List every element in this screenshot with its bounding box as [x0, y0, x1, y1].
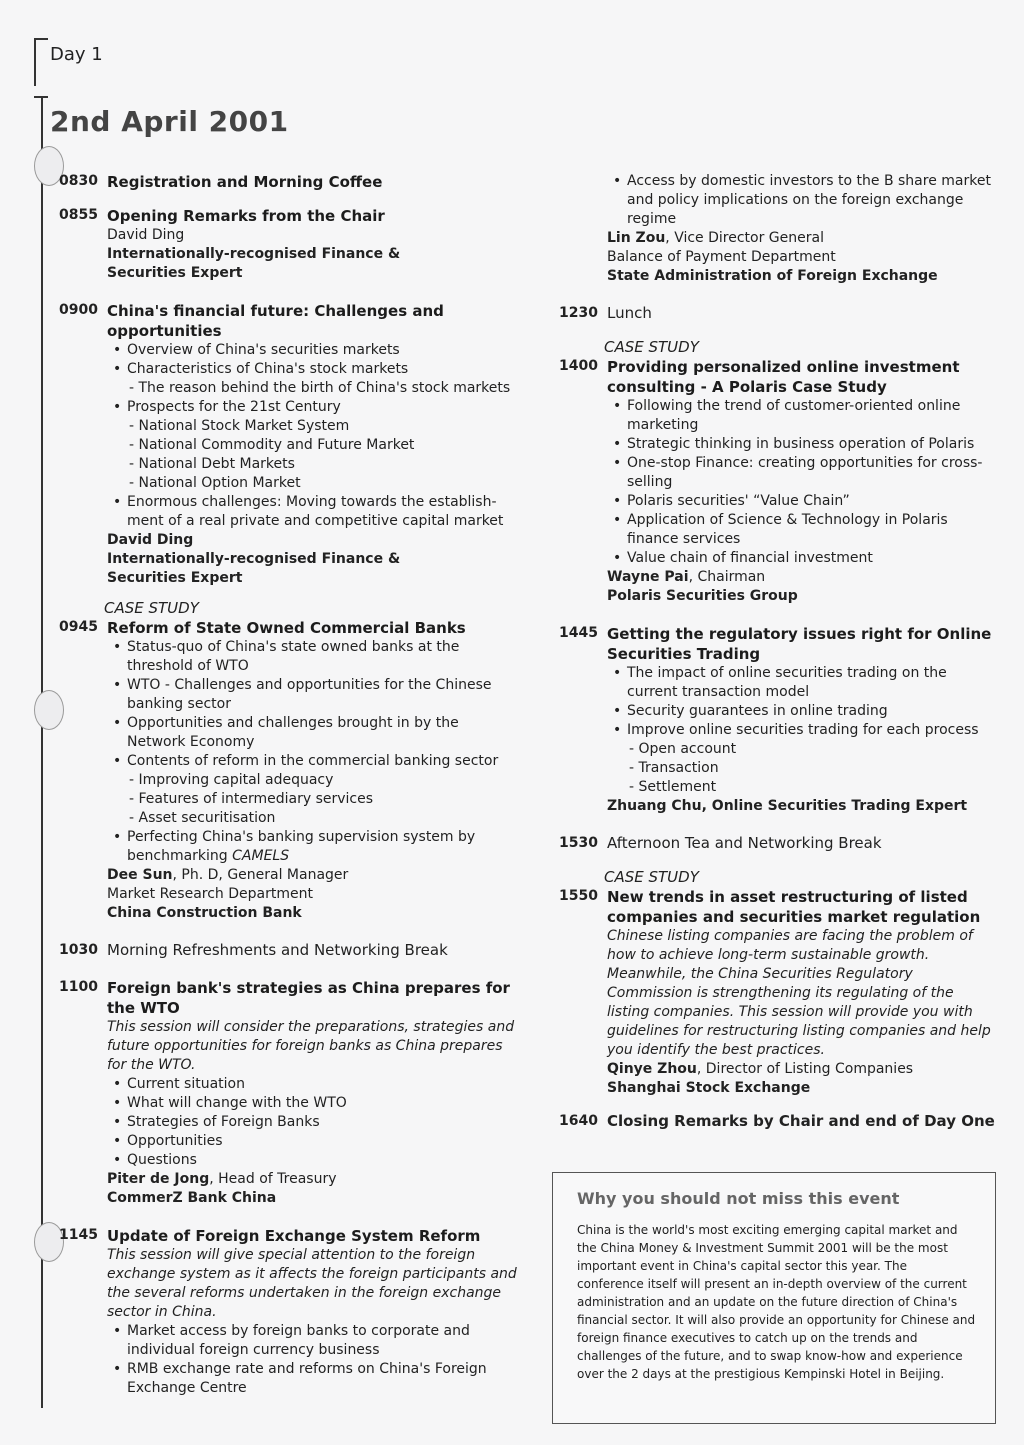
session-1640	[540, 1112, 995, 1131]
speaker-department: Balance of Payment Department	[607, 249, 836, 265]
speaker-name: Zhuang Chu, Online Securities Trading Expert	[607, 798, 968, 814]
session-1030	[40, 941, 520, 960]
speaker-name: David Ding	[107, 532, 194, 548]
speaker-role: , Director of Listing Companies	[696, 1061, 914, 1077]
case-study-label: CASE STUDY	[104, 599, 199, 617]
session-title: Providing personalized online investment consulting - A Polaris Case Study	[607, 358, 960, 396]
promo-title: Why you should not miss this event	[577, 1189, 900, 1208]
session-1530	[540, 834, 995, 853]
session-description: This session will consider the preparations, strategies and future opportunities for foreign banks as China prepares for the WTO.	[107, 1019, 515, 1073]
list-item: • Current situation	[127, 1075, 520, 1094]
session-title: Lunch	[607, 304, 652, 322]
topic-list	[607, 664, 995, 797]
list-item: • Opportunities	[127, 1132, 520, 1151]
list-item: • Market access by foreign banks to corporate and individual foreign currency business	[127, 1322, 520, 1360]
list-item: • What will change with the WTO	[127, 1094, 520, 1113]
sub-item: - The reason behind the birth of China's stock markets	[129, 380, 511, 396]
case-study-label: CASE STUDY	[604, 868, 699, 886]
list-item: • Contents of reform in the commercial banking sector	[127, 752, 520, 771]
speaker-role: Internationally-recognised Finance & Securities Expert	[107, 246, 401, 281]
sub-item: - National Commodity and Future Market	[129, 437, 415, 453]
list-item: • RMB exchange rate and reforms on China's Foreign Exchange Centre	[127, 1360, 520, 1398]
sub-item: - Asset securitisation	[129, 810, 276, 826]
left-column	[40, 172, 520, 1398]
list-item: • Overview of China's securities markets	[127, 341, 520, 360]
list-item-italic: CAMELS	[232, 848, 290, 864]
list-item: • Access by domestic investors to the B share market and policy implications on the foreign exchange regime	[627, 172, 995, 229]
session-0830	[40, 172, 520, 192]
session-time: 1030	[59, 942, 98, 958]
session-time: 1445	[559, 625, 598, 641]
session-time: 1530	[559, 835, 598, 851]
speaker-role: Internationally-recognised Finance & Securities Expert	[107, 551, 401, 586]
speaker-name: Dee Sun	[107, 867, 173, 883]
speaker-organisation: Shanghai Stock Exchange	[607, 1080, 811, 1096]
topic-list	[107, 1075, 520, 1170]
speaker-organisation: China Construction Bank	[107, 905, 302, 921]
speaker-name: David Ding	[107, 227, 185, 243]
session-0855	[40, 206, 520, 283]
session-time: 1100	[59, 979, 98, 995]
speaker-role: , Vice Director General	[665, 230, 824, 246]
session-description: Chinese listing companies are facing the problem of how to achieve long-term sustainable growth. Meanwhile, the China Securities Regulatory Commission is strengthening its regulating of the listing companies. This session will provide you with guidelines for restructuring listing companies and help you identify the best practices.	[607, 928, 991, 1058]
speaker-name: Piter de Jong	[107, 1171, 210, 1187]
sub-item: - Features of intermediary services	[129, 791, 374, 807]
speaker-role: , Head of Treasury	[209, 1171, 337, 1187]
session-title: Closing Remarks by Chair and end of Day One	[607, 1112, 995, 1130]
list-item: • Security guarantees in online trading	[627, 702, 995, 721]
session-title: Afternoon Tea and Networking Break	[607, 834, 882, 852]
session-time: 1550	[559, 888, 598, 904]
sub-item: - National Stock Market System	[129, 418, 350, 434]
day-label: Day 1	[50, 44, 103, 65]
list-item: • Questions	[127, 1151, 520, 1170]
list-item: • Opportunities and challenges brought in by the Network Economy	[127, 714, 520, 752]
list-item: • Characteristics of China's stock markets	[127, 360, 520, 379]
session-title: Getting the regulatory issues right for Online Securities Trading	[607, 625, 992, 663]
sub-item: - Open account	[629, 741, 737, 757]
speaker-role: , Ph. D, General Manager	[172, 867, 349, 883]
session-title: Update of Foreign Exchange System Reform	[107, 1227, 481, 1245]
session-title: New trends in asset restructuring of listed companies and securities market regulation	[607, 888, 981, 926]
session-1230	[540, 304, 995, 323]
promo-box	[552, 1172, 996, 1424]
session-title: China's financial future: Challenges and opportunities	[107, 302, 444, 340]
list-item: • Value chain of financial investment	[627, 549, 995, 568]
speaker-organisation: CommerZ Bank China	[107, 1190, 277, 1206]
speaker-organisation: State Administration of Foreign Exchange	[607, 268, 938, 284]
session-time: 0830	[59, 173, 98, 189]
sub-item: - Transaction	[629, 760, 719, 776]
session-time: 1145	[59, 1227, 98, 1243]
promo-text: China is the world's most exciting emerging capital market and the China Money & Investment Summit 2001 will be the most important event in China's capital sector this year. The conference itself will present an in-depth overview of the current administration and an update on the future direction of China's financial sector. It will also provide an opportunity for Chinese and foreign finance executives to catch up on the trends and challenges of the future, and to swap know-how and experience over the 2 days at the prestigious Kempinski Hotel in Beijing.	[577, 1223, 976, 1381]
topic-list	[107, 341, 520, 531]
session-1145-continued	[540, 172, 995, 286]
list-item: • Strategic thinking in business operation of Polaris	[627, 435, 995, 454]
session-0900	[40, 301, 520, 588]
sub-item: - National Debt Markets	[129, 456, 295, 472]
sub-item: - Improving capital adequacy	[129, 772, 334, 788]
list-item: • Application of Science & Technology in Polaris finance services	[627, 511, 995, 549]
session-time: 0855	[59, 207, 98, 223]
list-item: • Strategies of Foreign Banks	[127, 1113, 520, 1132]
topic-list	[107, 638, 520, 866]
list-item: • One-stop Finance: creating opportunities for cross-selling	[627, 454, 995, 492]
session-time: 0900	[59, 302, 98, 318]
speaker-role: , Chairman	[688, 569, 766, 585]
topic-list	[107, 1322, 520, 1398]
session-title: Morning Refreshments and Networking Break	[107, 941, 448, 959]
speaker-name: Wayne Pai	[607, 569, 689, 585]
list-item: • Following the trend of customer-oriented online marketing	[627, 397, 995, 435]
session-title: Opening Remarks from the Chair	[107, 207, 385, 225]
list-item-text: Perfecting China's banking supervision system by benchmarking	[127, 829, 476, 864]
topic-list	[607, 397, 995, 568]
session-description: This session will give special attention to the foreign exchange system as it affects the foreign participants and the several reforms undertaken in the foreign exchange sector in China.	[107, 1247, 517, 1320]
session-1445	[540, 624, 995, 816]
session-time: 0945	[59, 619, 98, 635]
list-item: • Enormous challenges: Moving towards the establish-ment of a real private and competitive capital market	[127, 493, 520, 531]
session-title: Reform of State Owned Commercial Banks	[107, 619, 466, 637]
speaker-name: Qinye Zhou	[607, 1061, 697, 1077]
session-title: Foreign bank's strategies as China prepares for the WTO	[107, 979, 510, 1017]
speaker-department: Market Research Department	[107, 886, 313, 902]
case-study-label: CASE STUDY	[604, 338, 699, 356]
session-1550	[540, 887, 995, 1098]
list-item: • Polaris securities' “Value Chain”	[627, 492, 995, 511]
list-item: • The impact of online securities trading on the current transaction model	[627, 664, 995, 702]
session-time: 1230	[559, 305, 598, 321]
list-item: • Improve online securities trading for each process	[627, 721, 995, 740]
list-item: • Prospects for the 21st Century	[127, 398, 520, 417]
right-column	[540, 172, 995, 1131]
sub-item: - Settlement	[629, 779, 717, 795]
page-title: 2nd April 2001	[50, 105, 289, 138]
list-item	[127, 828, 520, 866]
session-1145	[40, 1226, 520, 1398]
topic-list	[607, 172, 995, 229]
list-item: • WTO - Challenges and opportunities for the Chinese banking sector	[127, 676, 520, 714]
speaker-organisation: Polaris Securities Group	[607, 588, 798, 604]
sub-item: - National Option Market	[129, 475, 301, 491]
session-0945	[40, 618, 520, 923]
session-1100	[40, 978, 520, 1208]
list-item: • Status-quo of China's state owned banks at the threshold of WTO	[127, 638, 520, 676]
header-bracket	[34, 38, 48, 86]
speaker-name: Lin Zou	[607, 230, 666, 246]
session-1400	[540, 357, 995, 606]
session-time: 1640	[559, 1113, 598, 1129]
session-time: 1400	[559, 358, 598, 374]
session-title: Registration and Morning Coffee	[107, 173, 383, 191]
